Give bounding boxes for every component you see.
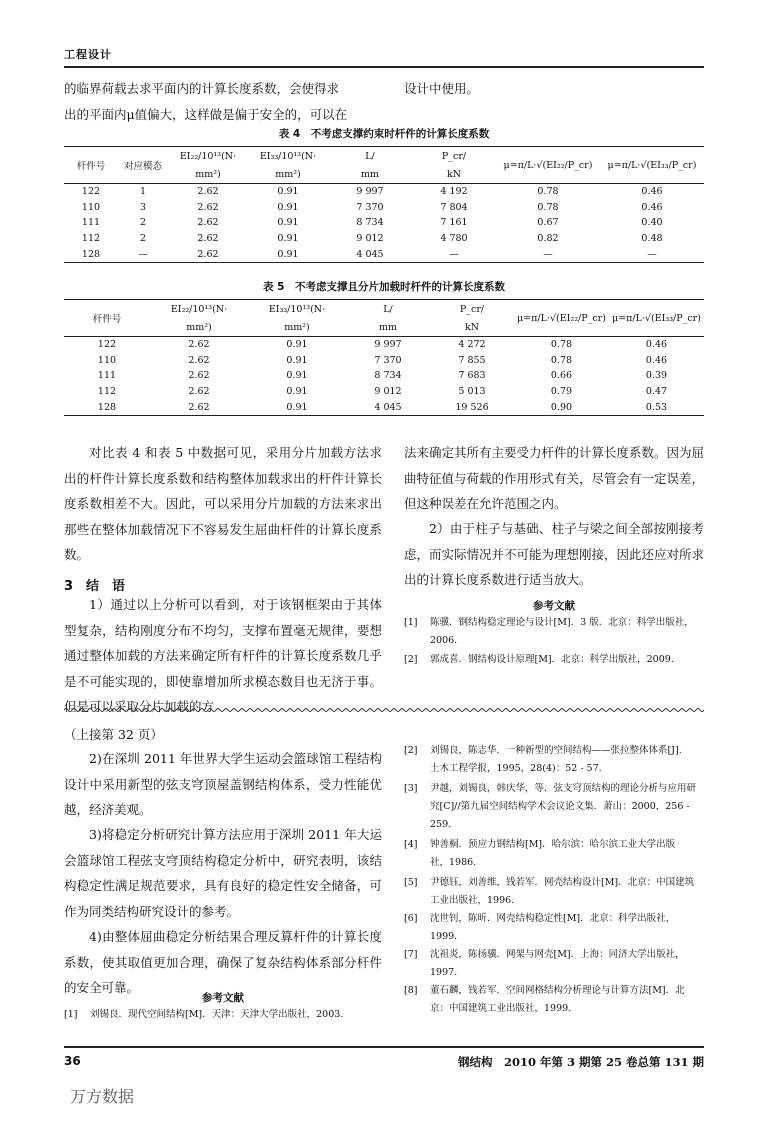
- page-number: 36: [64, 1054, 81, 1068]
- t5-cell-5-2: 2.62: [150, 399, 248, 415]
- t5-h-ei33-top: EI₃₃/10¹³(N·: [248, 300, 346, 319]
- ref-bottom-2-num: [2]: [404, 745, 418, 756]
- ref-bottom-3-line-2: 究[C]//第九届空间结构学术会议论文集．萧山：2000，256 -: [430, 801, 690, 812]
- ref-bottom-8: [404, 982, 704, 1022]
- t5-row-5: [64, 399, 704, 415]
- ref-bottom-2: [404, 742, 704, 782]
- t4-row-3: [64, 215, 704, 231]
- t4-cell-5-7: —: [496, 246, 600, 262]
- section3-paragraph-1: 1）通过以上分析可以看到，对于该钢框架由于其体型复杂，结构刚度分布不均匀，支撑布置毫无规律，要想通过整体加载的方法来确定所有杆件的计算长度系数几乎是不可能实现的，即使靠增加所求模态数目也无济于事。但是可以采取分片加载的方: [64, 597, 382, 714]
- t4-cell-1-7: 0.78: [537, 186, 559, 198]
- t5-cell-5-4: 4 045: [346, 399, 430, 415]
- ref-bottom-3: [404, 780, 704, 838]
- intro-left-line-2: 出的平面内μ值偏大，这样做是偏于安全的，可以在: [64, 106, 348, 122]
- t4-cell-4-6: 4 780: [440, 233, 468, 245]
- t4-cell-1-6: 4 192: [440, 186, 468, 198]
- ref-bottom-3-text: [430, 780, 696, 834]
- t4-cell-4-4: 0.91: [277, 233, 299, 245]
- t4-cell-5-1: 128: [64, 246, 118, 262]
- ref-bottom-7-num: [7]: [404, 949, 418, 960]
- t4-h-mode: 对应模态: [118, 147, 168, 184]
- t5-cell-3-7: 0.39: [645, 370, 668, 382]
- ref-bottom-4: [404, 836, 704, 876]
- t5-cell-5-6: 0.90: [514, 399, 609, 415]
- t4-cell-4-3: 2.62: [197, 233, 219, 245]
- ref-bottom-4-line-2: 社，1986.: [430, 857, 477, 868]
- body-right-paragraph-2: 2）由于柱子与基础、柱子与梁之间全部按刚接考虑，而实际情况并不可能为理想刚接，因此还应对所求出的计算长度系数进行适当放大。: [404, 521, 705, 587]
- t4-row-2: [64, 200, 704, 216]
- t5-cell-2-2: 2.62: [188, 354, 210, 366]
- t4-cell-5-8: —: [600, 246, 704, 262]
- t5-row-1: [64, 337, 704, 353]
- t4-cell-4-2: 2: [139, 233, 147, 245]
- ref-bottom-5-line-1: 尹德钰，刘善维，钱若军．网壳结构设计[M]．北京：中国建筑: [430, 877, 695, 888]
- table5: [64, 299, 704, 416]
- t4-row-1: [64, 184, 704, 200]
- t5-cell-4-1: 112: [97, 386, 117, 398]
- t4-h-member: 杆件号: [64, 147, 118, 184]
- t5-h-ei22-bot: mm²): [150, 318, 248, 337]
- t5-cell-3-5: 7 683: [458, 370, 486, 382]
- t5-cell-4-6: 0.79: [550, 386, 573, 398]
- ref-bottom-2-line-2: 土木工程学报，1995，28(4)：52 - 57.: [430, 763, 602, 774]
- t4-cell-1-1: 122: [81, 186, 101, 198]
- table4-body: [64, 184, 704, 263]
- ref-bottom-4-text: [430, 836, 675, 872]
- t4-cell-4-5: 9 012: [356, 233, 384, 245]
- ref-top-1-line-2: 2006.: [430, 635, 458, 646]
- ref-bottom-3-num: [3]: [404, 783, 418, 794]
- t5-cell-2-1: 110: [97, 354, 117, 366]
- t4-cell-2-3: 2.62: [197, 201, 219, 213]
- t5-row-3: [64, 368, 704, 384]
- ref-bottom-4-num: [4]: [404, 839, 418, 850]
- ref-bottom-8-line-2: 京：中国建筑工业出版社，1999.: [430, 1003, 572, 1014]
- refs-top-title: 参考文献: [533, 600, 575, 612]
- t4-cell-4-7: 0.82: [537, 233, 559, 245]
- ref-top-1-text: [430, 614, 694, 650]
- t4-cell-2-5: 7 370: [356, 201, 384, 213]
- t4-cell-5-3: 2.62: [168, 246, 248, 262]
- t5-cell-5-7: 0.53: [609, 399, 704, 415]
- footer-rule: [64, 1046, 704, 1048]
- ref-bottom-5-line-2: 工业出版社，1996.: [430, 895, 515, 906]
- ref-bottom-4-line-1: 钟善桐．预应力钢结构[M]．哈尔滨：哈尔滨工业大学出版: [430, 839, 676, 850]
- continued-paragraph-2: 2)在深圳 2011 年世界大学生运动会篮球馆工程结构设计中采用新型的弦支穹顶屋盖钢结构体系，受力性能优越，经济美观。: [64, 751, 382, 817]
- t5-cell-1-5: 4 272: [458, 339, 486, 351]
- ref-top-2-line-1: 郭成喜．钢结构设计原理[M]．北京：科学出版社，2009.: [430, 654, 674, 665]
- continued-label: （上接第 32 页）: [64, 727, 163, 742]
- t5-cell-2-6: 0.78: [550, 354, 573, 366]
- watermark-wanfang: 万方数据: [70, 1087, 135, 1106]
- ref-bottom-1-line-1: 刘锡良．现代空间结构[M]．天津：天津大学出版社，2003.: [90, 1009, 344, 1020]
- ref-bottom-6-line-1: 沈世钊，陈昕．网壳结构稳定性[M]．北京：科学出版社，: [430, 913, 676, 924]
- t5-cell-2-5: 7 855: [458, 354, 486, 366]
- t4-cell-3-2: 2: [139, 217, 147, 229]
- t4-cell-2-1: 110: [81, 201, 101, 213]
- ref-bottom-6-num: [6]: [404, 913, 418, 924]
- t5-cell-4-7: 0.47: [645, 386, 668, 398]
- t4-cell-1-3: 2.62: [197, 186, 219, 198]
- t5-h-ei22-top: EI₂₂/10¹³(N·: [150, 300, 248, 319]
- t5-cell-2-3: 0.91: [286, 354, 308, 366]
- ref-bottom-1-num: [1]: [64, 1009, 78, 1020]
- t5-cell-4-5: 5 013: [458, 386, 486, 398]
- t5-h-mu1: μ=π/L·√(EI₂₂/P_cr): [514, 300, 609, 337]
- continued-paragraph-4: 4)由整体屈曲稳定分析结果合理反算杆件的计算长度系数，使其取值更加合理，确保了复杂结构体系部分杆件的安全可靠。: [64, 929, 382, 995]
- wavy-separator: [64, 706, 704, 714]
- ref-bottom-6-line-2: 1999.: [430, 931, 458, 942]
- ref-top-2: [404, 651, 704, 671]
- t5-h-mu2: μ=π/L·√(EI₃₃/P_cr): [609, 300, 704, 337]
- t4-h-pcr-top: P_cr/: [412, 147, 496, 166]
- body-right-paragraph-1: 法来确定其所有主要受力杆件的计算长度系数。因为屈曲特征值与荷载的作用形式有关，尽管会有一定误差，但这种误差在允许范围之内。: [404, 445, 705, 511]
- t4-h-ei22-bot: mm²): [168, 165, 248, 184]
- ref-bottom-7-line-2: 1997.: [430, 967, 458, 978]
- t5-cell-1-7: 0.46: [645, 339, 668, 351]
- t4-cell-1-2: 1: [139, 186, 147, 198]
- t5-cell-5-1: 128: [64, 399, 150, 415]
- t5-cell-4-3: 0.91: [286, 386, 308, 398]
- ref-bottom-3-line-1: 尹越，刘锡良，韩庆华，等．弦支穹顶结构的理论分析与应用研: [430, 783, 697, 794]
- t4-cell-3-3: 2.62: [197, 217, 219, 229]
- journal-info: 钢结构 2010 年第 3 期第 25 卷总第 131 期: [457, 1055, 704, 1069]
- t4-h-mu1: μ=π/L·√(EI₂₂/P_cr): [496, 147, 600, 184]
- t5-h-l-bot: mm: [346, 318, 430, 337]
- journal-section-header: 工程设计: [64, 48, 112, 61]
- table5-caption: 表 5 不考虑支撑且分片加载时杆件的计算长度系数: [263, 281, 505, 293]
- t5-cell-1-3: 0.91: [286, 339, 308, 351]
- ref-top-1: [404, 614, 704, 654]
- t5-cell-3-3: 0.91: [286, 370, 308, 382]
- ref-top-1-line-1: 陈骥．钢结构稳定理论与设计[M]．3 版．北京：科学出版社，: [430, 617, 694, 628]
- table4-caption: 表 4 不考虑支撑约束时杆件的计算长度系数: [278, 128, 490, 140]
- t5-cell-1-1: 122: [97, 339, 117, 351]
- header-rule: [64, 66, 704, 68]
- t4-cell-3-4: 0.91: [277, 217, 299, 229]
- t4-cell-1-8: 0.46: [641, 186, 663, 198]
- t4-h-ei33-top: EI₃₃/10¹³(N·: [248, 147, 328, 166]
- t4-row-4: [64, 231, 704, 247]
- t5-cell-5-3: 0.91: [248, 399, 346, 415]
- t5-cell-4-4: 9 012: [374, 386, 402, 398]
- section3-title: 3 结 语: [64, 579, 126, 594]
- intro-left: [64, 76, 382, 127]
- ref-bottom-1-text: [90, 1006, 343, 1024]
- t4-row-5: [64, 246, 704, 262]
- t4-h-ei22-top: EI₂₂/10¹³(N·: [168, 147, 248, 166]
- t4-cell-2-2: 3: [139, 201, 147, 213]
- t5-h-ei33-bot: mm²): [248, 318, 346, 337]
- t4-cell-1-5: 9 997: [356, 186, 384, 198]
- t4-cell-3-5: 8 734: [356, 217, 384, 229]
- intro-right: 设计中使用。: [404, 81, 480, 96]
- ref-bottom-1: [64, 1006, 382, 1026]
- t5-cell-2-7: 0.46: [645, 354, 668, 366]
- t5-cell-1-6: 0.78: [550, 339, 573, 351]
- ref-bottom-3-line-3: 259.: [430, 819, 452, 830]
- t4-cell-5-4: 0.91: [248, 246, 328, 262]
- ref-bottom-6-text: [430, 910, 675, 946]
- ref-bottom-6: [404, 910, 704, 950]
- t5-row-2: [64, 353, 704, 369]
- ref-top-1-num: [1]: [404, 617, 418, 628]
- intro-left-line-1: 的临界荷载去求平面内的计算长度系数，会使得求: [64, 81, 340, 96]
- t4-cell-1-4: 0.91: [277, 186, 299, 198]
- ref-bottom-8-line-1: 董石麟，钱若军．空间网格结构分析理论与计算方法[M]．北: [430, 985, 685, 996]
- t4-h-l-top: L/: [328, 147, 412, 166]
- t4-cell-2-7: 0.78: [537, 201, 559, 213]
- t5-cell-1-2: 2.62: [188, 339, 210, 351]
- t4-h-pcr-bot: kN: [412, 165, 496, 184]
- t4-cell-2-8: 0.46: [641, 201, 663, 213]
- t4-cell-2-4: 0.91: [277, 201, 299, 213]
- table4: [64, 146, 704, 263]
- t5-cell-2-4: 7 370: [374, 354, 402, 366]
- ref-bottom-5: [404, 874, 704, 914]
- t5-h-pcr-top: P_cr/: [430, 300, 514, 319]
- t4-cell-3-6: 7 161: [440, 217, 468, 229]
- t5-row-4: [64, 384, 704, 400]
- t4-h-ei33-bot: mm²): [248, 165, 328, 184]
- body-left-paragraph: 对比表 4 和表 5 中数据可见，采用分片加载方法求出的杆件计算长度系数和结构整体加载求出的杆件计算长度系数相差不大。因此，可以采用分片加载的方法来求出那些在整体加载情况下不容易发生屈曲杆件的计算长度系数。: [64, 445, 382, 562]
- t4-cell-5-2: —: [118, 246, 168, 262]
- ref-bottom-7-line-1: 沈祖炎，陈扬骥．网架与网壳[M]．上海：同济大学出版社，: [430, 949, 685, 960]
- ref-top-2-num: [2]: [404, 654, 418, 665]
- t4-cell-5-5: 4 045: [328, 246, 412, 262]
- ref-bottom-5-text: [430, 874, 694, 910]
- t5-h-member: 杆件号: [64, 300, 150, 337]
- t4-h-l-bot: mm: [328, 165, 412, 184]
- t5-h-pcr-bot: kN: [430, 318, 514, 337]
- t4-cell-2-6: 7 804: [440, 201, 468, 213]
- t5-cell-5-5: 19 526: [430, 399, 514, 415]
- t5-h-l-top: L/: [346, 300, 430, 319]
- ref-bottom-2-line-1: 刘锡良，陈志华．一种新型的空间结构——张拉整体体系[J].: [430, 745, 682, 756]
- ref-bottom-7-text: [430, 946, 685, 982]
- ref-bottom-7: [404, 946, 704, 986]
- t5-cell-3-6: 0.66: [550, 370, 573, 382]
- t4-cell-5-6: —: [412, 246, 496, 262]
- t4-cell-4-1: 112: [81, 233, 101, 245]
- ref-bottom-8-num: [8]: [404, 985, 418, 996]
- ref-bottom-2-text: [430, 742, 682, 778]
- t5-cell-3-4: 8 734: [374, 370, 402, 382]
- t4-cell-4-8: 0.48: [641, 233, 663, 245]
- t5-cell-3-1: 111: [97, 370, 117, 382]
- continued-paragraph-3: 3)将稳定分析研究计算方法应用于深圳 2011 年大运会篮球馆工程弦支穹顶结构稳定分析中，研究表明，该结构稳定性满足规范要求，具有良好的稳定性安全储备，可作为同类结构研究设计的参考。: [64, 827, 382, 919]
- t5-cell-1-4: 9 997: [374, 339, 402, 351]
- t4-h-mu2: μ=π/L·√(EI₃₃/P_cr): [600, 147, 704, 184]
- t4-cell-3-7: 0.67: [537, 217, 559, 229]
- t4-cell-3-1: 111: [81, 217, 101, 229]
- refs-bottom-title: 参考文献: [202, 992, 244, 1004]
- ref-bottom-8-text: [430, 982, 685, 1018]
- ref-top-2-text: [430, 651, 674, 669]
- t5-cell-3-2: 2.62: [188, 370, 210, 382]
- ref-bottom-5-num: [5]: [404, 877, 418, 888]
- t5-cell-4-2: 2.62: [188, 386, 210, 398]
- table5-body: [64, 337, 704, 416]
- t4-cell-3-8: 0.40: [641, 217, 663, 229]
